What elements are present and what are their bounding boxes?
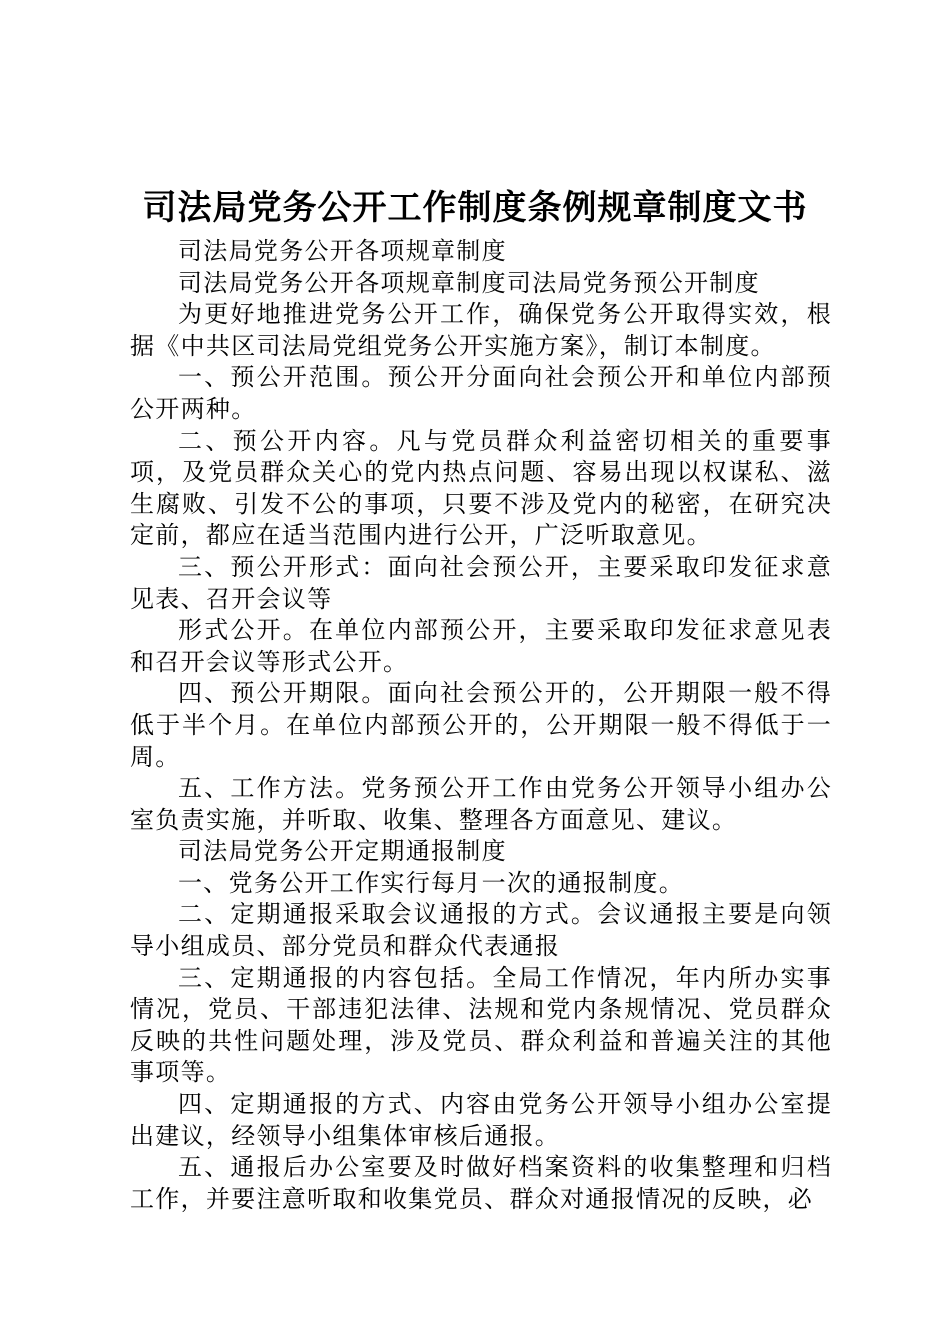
paragraph: 三、预公开形式：面向社会预公开，主要采取印发征求意见表、召开会议等 (130, 552, 832, 613)
paragraph: 三、定期通报的内容包括。全局工作情况，年内所办实事情况，党员、干部违犯法律、法规和党内条规情况、党员群众反映的共性问题处理，涉及党员、群众利益和普遍关注的其他事项等。 (130, 963, 832, 1087)
paragraph: 一、党务公开工作实行每月一次的通报制度。 (178, 868, 684, 897)
document-title: 司法局党务公开工作制度条例规章制度文书 (142, 188, 808, 228)
paragraph: 五、通报后办公室要及时做好档案资料的收集整理和归档工作，并要注意听取和收集党员、群众对通报情况的反映，必 (130, 1153, 832, 1213)
paragraph: 四、定期通报的方式、内容由党务公开领导小组办公室提出建议，经领导小组集体审核后通报。 (130, 1090, 832, 1150)
paragraph: 二、定期通报采取会议通报的方式。会议通报主要是向领导小组成员、部分党员和群众代表通报 (130, 900, 832, 961)
paragraph: 五、工作方法。党务预公开工作由党务公开领导小组办公室负责实施，并听取、收集、整理各方面意见、建议。 (130, 774, 832, 834)
paragraph: 司法局党务公开各项规章制度司法局党务预公开制度 (178, 268, 760, 297)
document-body (130, 236, 832, 1215)
paragraph: 为更好地推进党务公开工作，确保党务公开取得实效，根据《中共区司法局党组党务公开实施方案》，制订本制度。 (130, 300, 832, 360)
paragraph: 司法局党务公开各项规章制度 (178, 237, 507, 265)
paragraph: 司法局党务公开定期通报制度 (178, 837, 507, 866)
paragraph: 二、预公开内容。凡与党员群众利益密切相关的重要事项，及党员群众关心的党内热点问题、容易出现以权谋私、滋生腐败、引发不公的事项，只要不涉及党内的秘密，在研究决定前，都应在适当范围内进行公开，广泛听取意见。 (130, 426, 832, 550)
paragraph: 形式公开。在单位内部预公开，主要采取印发征求意见表和召开会议等形式公开。 (130, 616, 832, 676)
paragraph: 一、预公开范围。预公开分面向社会预公开和单位内部预公开两种。 (130, 363, 832, 423)
paragraph: 四、预公开期限。面向社会预公开的，公开期限一般不得低于半个月。在单位内部预公开的，公开期限一般不得低于一周。 (130, 679, 832, 771)
